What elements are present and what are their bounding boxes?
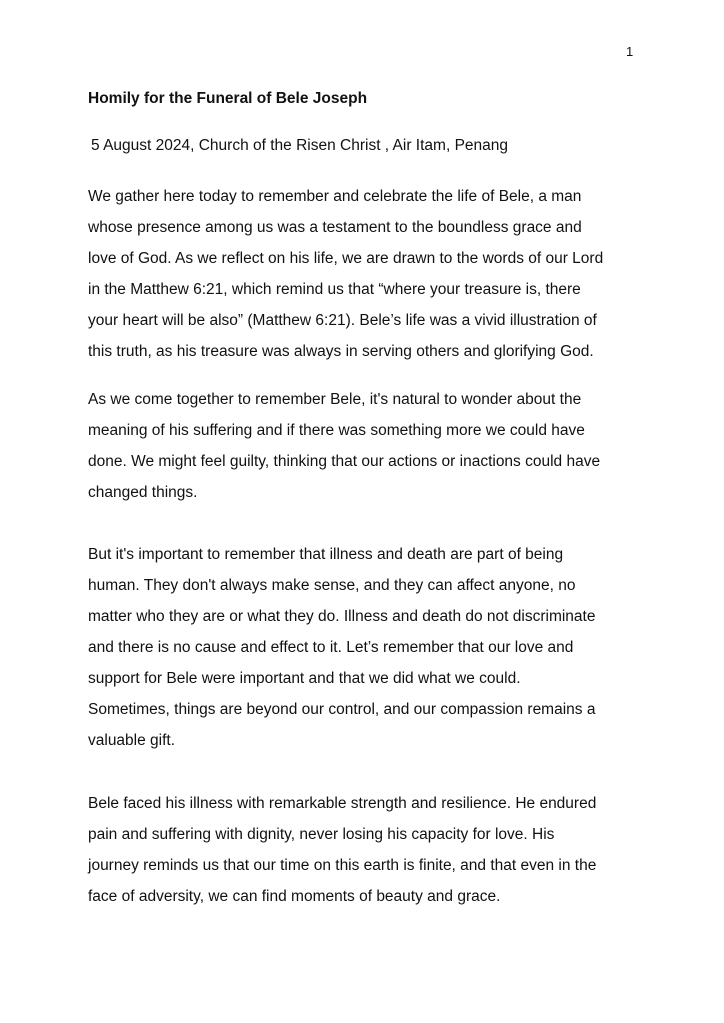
paragraph [88, 384, 668, 508]
text-line: changed things. [88, 484, 198, 501]
text-line: We gather here today to remember and celebrate the life of Bele, a man [88, 188, 582, 205]
text-line: Sometimes, things are beyond our control, and our compassion remains a [88, 701, 596, 718]
text-line: done. We might feel guilty, thinking that our actions or inactions could have [88, 453, 601, 470]
text-line: this truth, as his treasure was always in serving others and glorifying God. [88, 343, 594, 360]
text-line: As we come together to remember Bele, it's natural to wonder about the [88, 391, 582, 408]
text-line: Bele faced his illness with remarkable strength and resilience. He endured [88, 795, 597, 812]
text-line: meaning of his suffering and if there was something more we could have [88, 422, 585, 439]
text-line: in the Matthew 6:21, which remind us that “where your treasure is, there [88, 281, 581, 298]
text-line: love of God. As we reflect on his life, we are drawn to the words of our Lord [88, 250, 604, 267]
date-location-line: 5 August 2024, Church of the Risen Christ , Air Itam, Penang [91, 137, 509, 154]
text-line: But it's important to remember that illness and death are part of being [88, 546, 564, 563]
text-line: valuable gift. [88, 732, 176, 749]
text-line: journey reminds us that our time on this earth is finite, and that even in the [88, 857, 597, 874]
text-line: human. They don't always make sense, and they can affect anyone, no [88, 577, 576, 594]
text-line: and there is no cause and effect to it. Let’s remember that our love and [88, 639, 574, 656]
paragraph [88, 181, 668, 367]
paragraph [88, 788, 668, 912]
text-line: matter who they are or what they do. Illness and death do not discriminate [88, 608, 596, 625]
page-number: 1 [626, 44, 634, 59]
text-line: face of adversity, we can find moments of beauty and grace. [88, 888, 501, 905]
text-line: pain and suffering with dignity, never losing his capacity for love. His [88, 826, 555, 843]
document-title: Homily for the Funeral of Bele Joseph [88, 90, 368, 107]
text-line: support for Bele were important and that we did what we could. [88, 670, 521, 687]
paragraph [88, 539, 668, 756]
text-line: whose presence among us was a testament to the boundless grace and [88, 219, 582, 236]
text-line: your heart will be also” (Matthew 6:21). Bele’s life was a vivid illustration of [88, 312, 597, 329]
